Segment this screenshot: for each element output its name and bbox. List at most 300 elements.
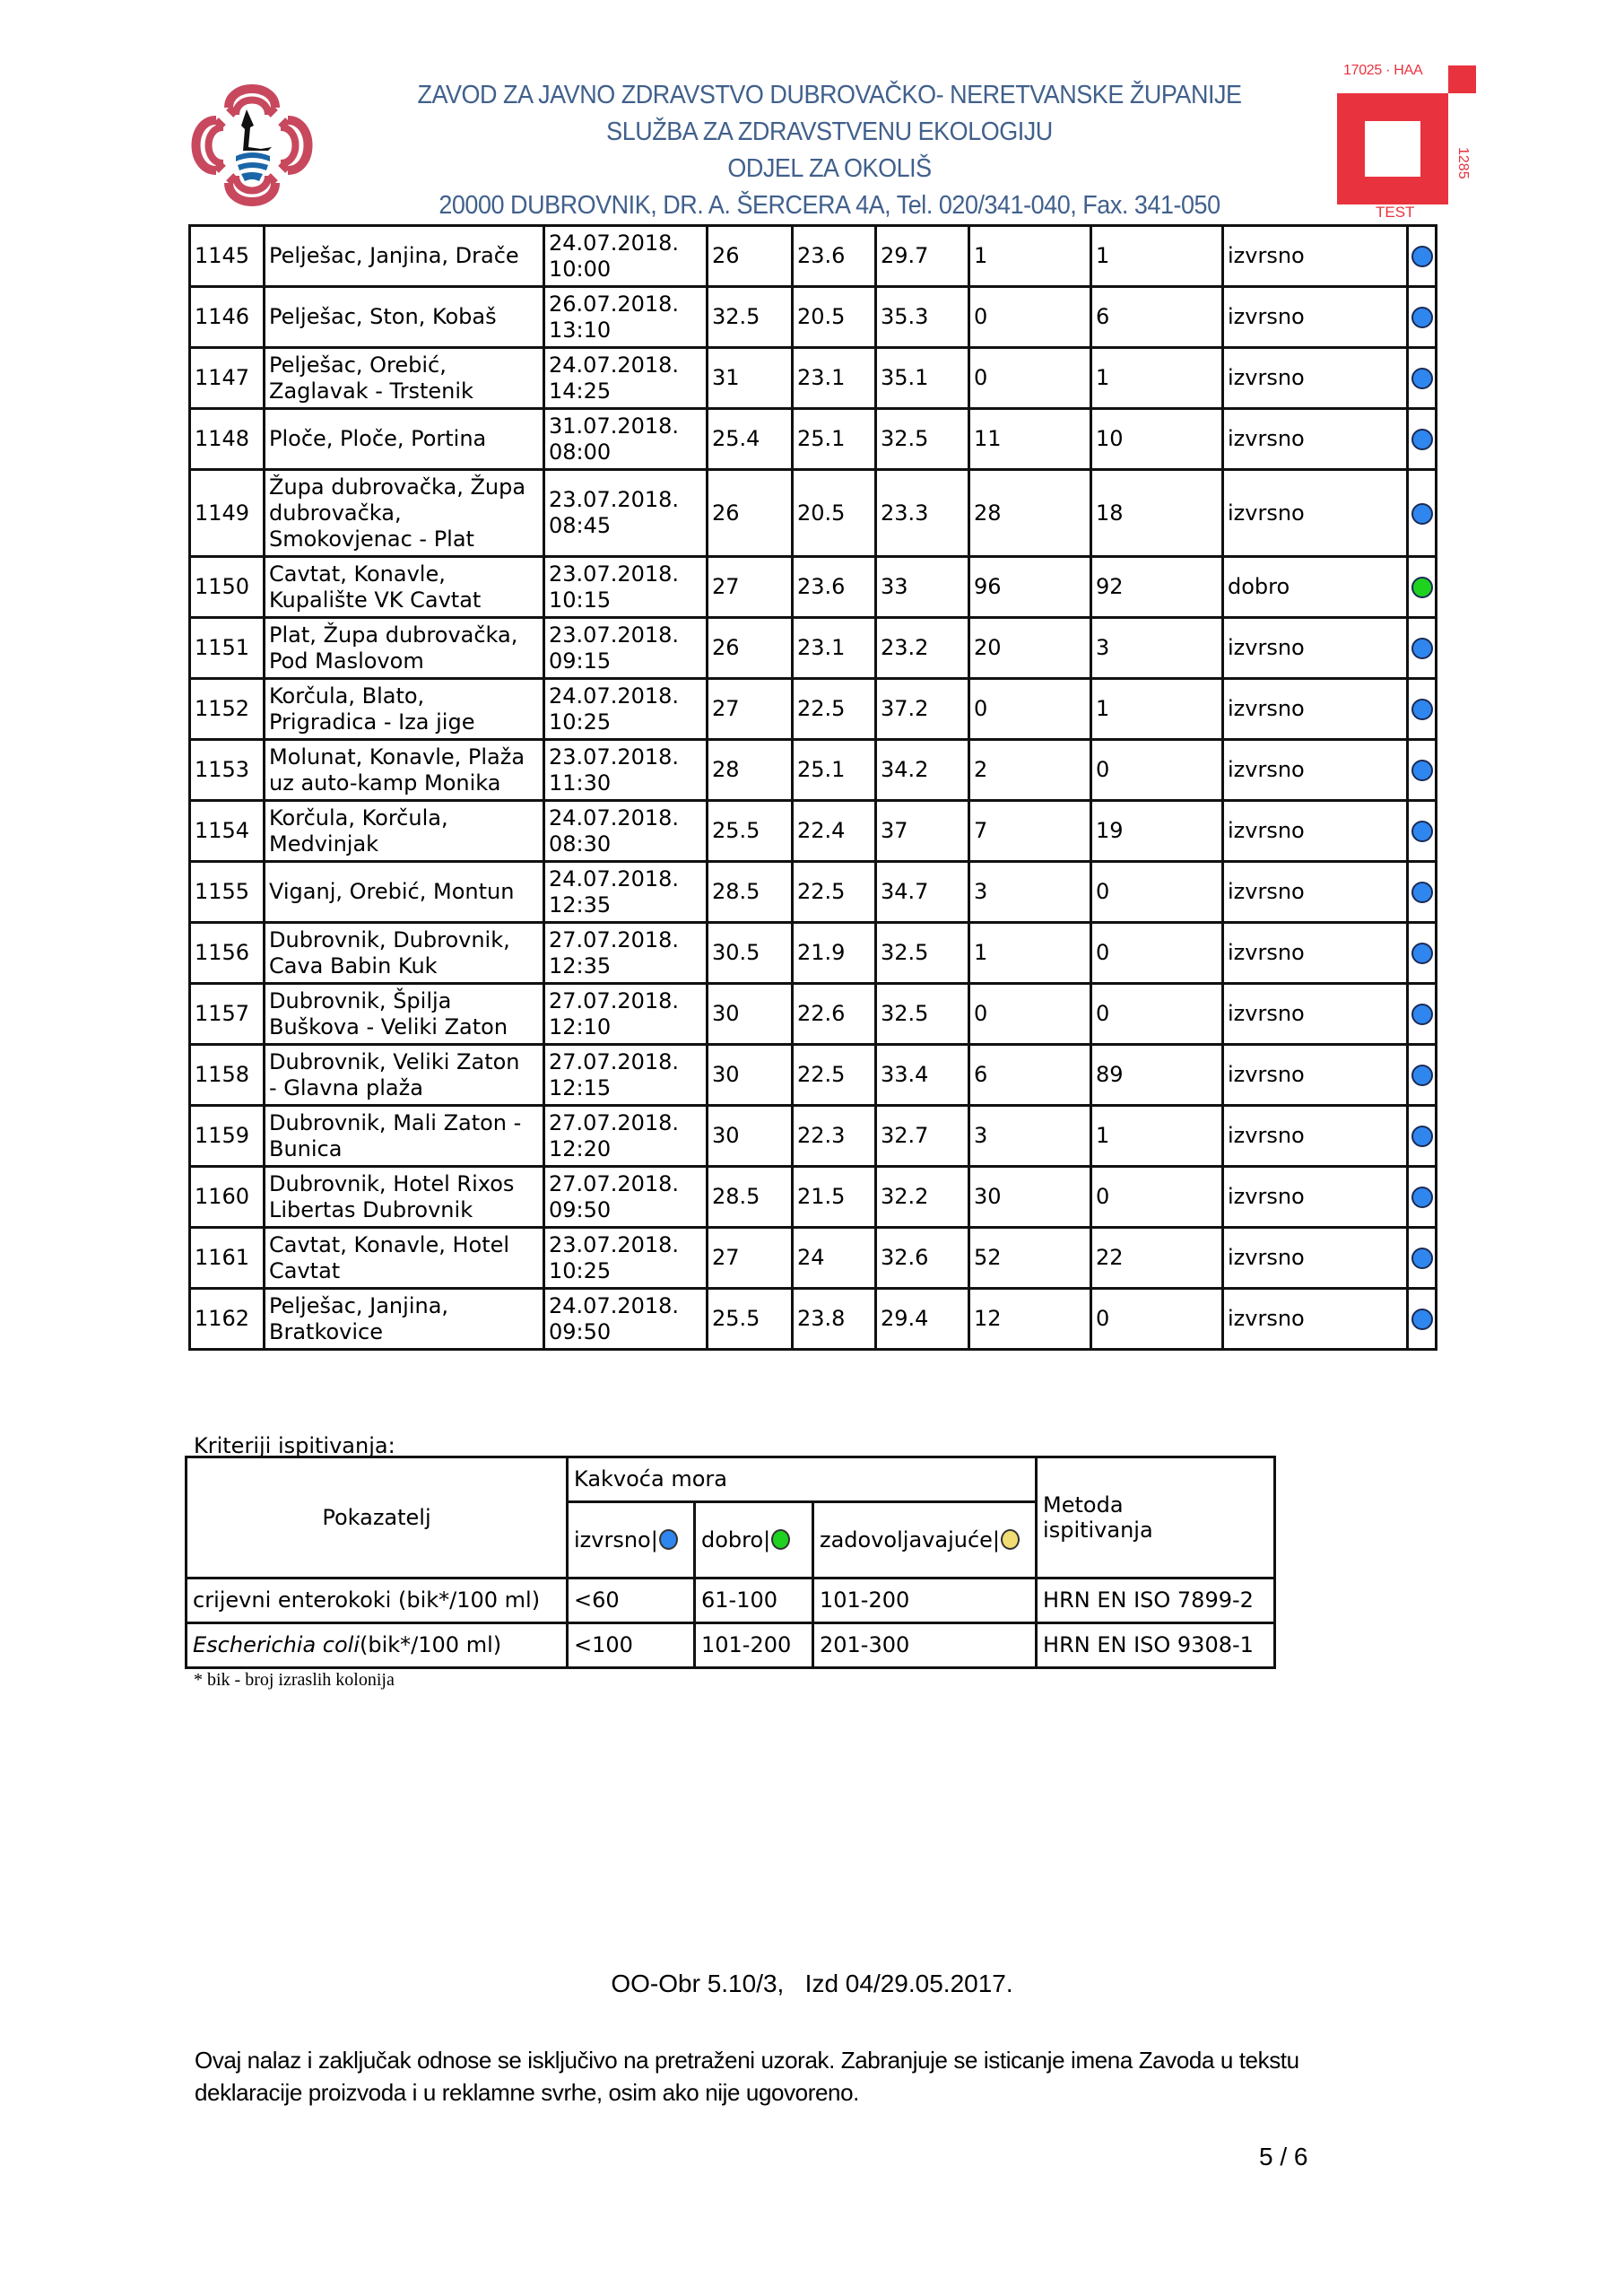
sample-datetime [544, 618, 708, 679]
status-cell [1408, 470, 1437, 557]
sample-id [190, 409, 265, 470]
location-line: Pelješac, Orebić, [269, 352, 447, 378]
status-cell [1408, 1106, 1437, 1167]
sample-id [190, 618, 265, 679]
status-cell [1408, 557, 1437, 618]
sample-datetime [544, 409, 708, 470]
rating [1223, 470, 1408, 557]
value-text: 23.2 [881, 635, 929, 660]
value-text: 27 [712, 1245, 740, 1270]
status-dot-icon [1411, 368, 1433, 389]
table-row [190, 984, 1437, 1045]
value-3 [876, 1228, 969, 1289]
status-cell [1408, 862, 1437, 923]
institute-name: ZAVOD ZA JAVNO ZDRAVSTVO DUBROVAČKO- NERETVANSKE ŽUPANIJE [417, 81, 1242, 109]
form-code: OO-Obr 5.10/3, Izd 04/29.05.2017. [611, 1970, 1013, 1997]
rating-text: izvrsno [1228, 1245, 1305, 1270]
value-5 [1091, 679, 1223, 740]
table-row [190, 801, 1437, 862]
value-text: 24 [797, 1245, 825, 1270]
sample-date: 24.07.2018. [549, 230, 680, 256]
location-line: Cavtat, Konavle, Hotel [269, 1231, 510, 1257]
sample-datetime [544, 801, 708, 862]
value-1 [708, 348, 793, 409]
value-1 [708, 1045, 793, 1106]
value-3 [876, 409, 969, 470]
sample-id-text: 1154 [195, 818, 250, 843]
sample-date: 24.07.2018. [549, 352, 680, 378]
value-1 [708, 862, 793, 923]
quality-level-0 [568, 1502, 695, 1578]
badge-small-square [1448, 65, 1476, 93]
indicator-text: (bik*/100 ml) [360, 1632, 502, 1657]
value-text: 2 [974, 757, 988, 782]
location-line: Cavtat [269, 1257, 341, 1283]
criteria-header-method-line2: ispitivanja [1043, 1518, 1153, 1543]
location-line: uz auto-kamp Monika [269, 770, 501, 796]
status-cell [1408, 1289, 1437, 1350]
value-text: 28 [974, 500, 1002, 526]
rating-text: izvrsno [1228, 696, 1305, 721]
sample-datetime [544, 470, 708, 557]
sample-id [190, 1167, 265, 1228]
location-line: Plat, Župa dubrovačka, [269, 622, 518, 648]
value-1 [708, 984, 793, 1045]
table-row [190, 1167, 1437, 1228]
sample-location [265, 801, 544, 862]
rating [1223, 1167, 1408, 1228]
status-dot-icon [1411, 1065, 1433, 1086]
value-4 [969, 1289, 1091, 1350]
value-text: 1 [1096, 365, 1110, 390]
sample-location [265, 984, 544, 1045]
location-line: Molunat, Konavle, Plaža [269, 744, 525, 770]
value-2 [793, 1106, 876, 1167]
institute-logo [182, 74, 322, 217]
value-text: 32.7 [881, 1123, 929, 1148]
sample-id-text: 1156 [195, 940, 250, 965]
method-text: HRN EN ISO 7899-2 [1043, 1587, 1254, 1613]
sample-location [265, 618, 544, 679]
sample-date: 31.07.2018. [549, 413, 680, 439]
value-text: 28.5 [712, 1184, 760, 1209]
value-4 [969, 1167, 1091, 1228]
indicator-text: crijevni enterokoki (bik*/100 ml) [193, 1587, 541, 1613]
sample-time: 13:10 [549, 317, 612, 343]
sample-date: 27.07.2018. [549, 1048, 680, 1074]
criteria-method [1037, 1623, 1275, 1668]
status-dot-icon [1411, 760, 1433, 781]
rating [1223, 348, 1408, 409]
sample-location [265, 470, 544, 557]
location-line: Zaglavak - Trstenik [269, 378, 473, 404]
criteria-indicator [187, 1578, 568, 1623]
quality-level-label: zadovoljavajuće| [820, 1526, 1000, 1552]
rating [1223, 740, 1408, 801]
status-dot-icon [1411, 577, 1433, 598]
sample-id [190, 1228, 265, 1289]
criteria-threshold [568, 1623, 695, 1668]
value-text: 32.6 [881, 1245, 929, 1270]
status-cell [1408, 1045, 1437, 1106]
rating-text: izvrsno [1228, 635, 1305, 660]
value-text: 22.5 [797, 696, 846, 721]
value-text: 37 [881, 818, 908, 843]
value-3 [876, 1106, 969, 1167]
sample-time: 10:25 [549, 709, 612, 735]
location-line: Kupalište VK Cavtat [269, 587, 482, 613]
status-dot-icon [1411, 503, 1433, 525]
status-cell [1408, 801, 1437, 862]
quality-dot-icon [659, 1529, 678, 1550]
value-1 [708, 557, 793, 618]
sample-datetime [544, 1228, 708, 1289]
value-text: 25.1 [797, 757, 846, 782]
value-3 [876, 1167, 969, 1228]
criteria-header-indicator: Pokazatelj [187, 1457, 568, 1578]
value-text: 1 [1096, 243, 1110, 268]
value-5 [1091, 862, 1223, 923]
value-1 [708, 740, 793, 801]
sample-id [190, 740, 265, 801]
institute-address: 20000 DUBROVNIK, DR. A. ŠERCERA 4A, Tel. 020/341-040, Fax. 341-050 [439, 191, 1220, 220]
sample-datetime [544, 740, 708, 801]
sample-location [265, 679, 544, 740]
value-4 [969, 679, 1091, 740]
sample-date: 23.07.2018. [549, 561, 680, 587]
value-text: 20.5 [797, 304, 846, 329]
rating [1223, 1045, 1408, 1106]
status-cell [1408, 348, 1437, 409]
value-text: 92 [1096, 574, 1124, 599]
value-5 [1091, 618, 1223, 679]
value-text: 1 [1096, 1123, 1110, 1148]
value-5 [1091, 470, 1223, 557]
value-3 [876, 923, 969, 984]
sample-time: 14:25 [549, 378, 612, 404]
threshold-text: 101-200 [701, 1632, 792, 1657]
sample-date: 24.07.2018. [549, 1292, 680, 1318]
value-text: 22.4 [797, 818, 846, 843]
threshold-text: 61-100 [701, 1587, 778, 1613]
value-4 [969, 409, 1091, 470]
value-1 [708, 409, 793, 470]
value-text: 23.1 [797, 635, 846, 660]
status-cell [1408, 679, 1437, 740]
status-dot-icon [1411, 429, 1433, 450]
rating [1223, 557, 1408, 618]
value-text: 0 [1096, 1306, 1110, 1331]
value-text: 0 [1096, 757, 1110, 782]
sample-id [190, 1106, 265, 1167]
value-text: 27 [712, 696, 740, 721]
table-row [190, 862, 1437, 923]
sample-date: 23.07.2018. [549, 487, 680, 512]
location-line: Ploče, Ploče, Portina [269, 426, 487, 451]
sample-location [265, 1228, 544, 1289]
location-line: Dubrovnik, Veliki Zaton [269, 1048, 520, 1074]
rating [1223, 618, 1408, 679]
location-line: Buškova - Veliki Zaton [269, 1013, 508, 1039]
rating-text: izvrsno [1228, 940, 1305, 965]
sample-id [190, 679, 265, 740]
rating-text: dobro [1228, 574, 1290, 599]
rating [1223, 862, 1408, 923]
disclaimer-line-1: Ovaj nalaz i zaključak odnose se isključivo na pretraženi uzorak. Zabranjuje se isticanje imena Zavoda u tekstu [195, 2047, 1299, 2074]
value-text: 22.5 [797, 1062, 846, 1087]
rating-text: izvrsno [1228, 1184, 1305, 1209]
value-text: 21.5 [797, 1184, 846, 1209]
quality-level-label: izvrsno| [574, 1526, 658, 1552]
rating-text: izvrsno [1228, 818, 1305, 843]
value-text: 29.4 [881, 1306, 929, 1331]
sample-id-text: 1146 [195, 304, 250, 329]
status-dot-icon [1411, 1004, 1433, 1025]
table-row [190, 1106, 1437, 1167]
table-row [190, 287, 1437, 348]
sample-location [265, 1045, 544, 1106]
value-text: 23.8 [797, 1306, 846, 1331]
rating [1223, 1228, 1408, 1289]
sample-datetime [544, 557, 708, 618]
value-5 [1091, 1167, 1223, 1228]
value-2 [793, 409, 876, 470]
rating-text: izvrsno [1228, 500, 1305, 526]
value-text: 29.7 [881, 243, 929, 268]
sample-date: 23.07.2018. [549, 744, 680, 770]
criteria-method [1037, 1578, 1275, 1623]
sample-datetime [544, 1167, 708, 1228]
sample-location [265, 1106, 544, 1167]
value-text: 25.1 [797, 426, 846, 451]
value-text: 22.5 [797, 879, 846, 904]
sample-location [265, 1167, 544, 1228]
results-table [188, 224, 1437, 1351]
badge-square [1337, 93, 1448, 204]
value-5 [1091, 287, 1223, 348]
sample-time: 12:35 [549, 952, 612, 978]
value-5 [1091, 557, 1223, 618]
value-text: 33 [881, 574, 908, 599]
sample-id [190, 226, 265, 287]
value-5 [1091, 1289, 1223, 1350]
value-text: 20 [974, 635, 1002, 660]
sample-date: 23.07.2018. [549, 622, 680, 648]
value-2 [793, 470, 876, 557]
location-line: Pelješac, Janjina, [269, 1292, 449, 1318]
status-cell [1408, 923, 1437, 984]
sample-date: 24.07.2018. [549, 865, 680, 891]
table-row [190, 1228, 1437, 1289]
disclaimer [195, 2044, 1468, 2109]
table-row [190, 679, 1437, 740]
value-text: 0 [974, 304, 988, 329]
value-text: 22.6 [797, 1001, 846, 1026]
value-1 [708, 287, 793, 348]
sample-datetime [544, 1045, 708, 1106]
sample-id [190, 287, 265, 348]
value-text: 10 [1096, 426, 1124, 451]
sample-datetime [544, 679, 708, 740]
sample-date: 24.07.2018. [549, 804, 680, 831]
value-text: 35.1 [881, 365, 929, 390]
table-row [190, 470, 1437, 557]
status-dot-icon [1411, 1309, 1433, 1330]
rating [1223, 801, 1408, 862]
sample-time: 11:30 [549, 770, 612, 796]
value-4 [969, 801, 1091, 862]
value-3 [876, 740, 969, 801]
badge-number: 1285 [1455, 147, 1471, 179]
status-dot-icon [1411, 638, 1433, 659]
sample-id [190, 984, 265, 1045]
value-text: 23.3 [881, 500, 929, 526]
sample-id-text: 1145 [195, 243, 250, 268]
value-3 [876, 348, 969, 409]
rating-text: izvrsno [1228, 304, 1305, 329]
sample-location [265, 862, 544, 923]
value-text: 23.6 [797, 243, 846, 268]
value-text: 30 [712, 1123, 740, 1148]
value-3 [876, 287, 969, 348]
table-row [190, 226, 1437, 287]
value-text: 32.5 [881, 940, 929, 965]
rating [1223, 679, 1408, 740]
location-line: Medvinjak [269, 831, 379, 857]
table-row [190, 923, 1437, 984]
sample-datetime [544, 923, 708, 984]
value-text: 0 [974, 696, 988, 721]
sample-time: 08:00 [549, 439, 612, 465]
criteria-header-method [1037, 1457, 1275, 1578]
sample-id-text: 1162 [195, 1306, 250, 1331]
value-2 [793, 801, 876, 862]
status-cell [1408, 287, 1437, 348]
sample-location [265, 409, 544, 470]
criteria-row [187, 1578, 1275, 1623]
sample-time: 09:50 [549, 1318, 612, 1344]
value-text: 18 [1096, 500, 1124, 526]
value-text: 0 [1096, 879, 1110, 904]
value-3 [876, 862, 969, 923]
value-2 [793, 1228, 876, 1289]
value-text: 28.5 [712, 879, 760, 904]
status-cell [1408, 1228, 1437, 1289]
value-4 [969, 470, 1091, 557]
value-2 [793, 226, 876, 287]
value-text: 32.5 [881, 1001, 929, 1026]
value-4 [969, 226, 1091, 287]
criteria-threshold [695, 1623, 813, 1668]
value-text: 1 [974, 940, 988, 965]
sample-id [190, 1045, 265, 1106]
sample-id-text: 1148 [195, 426, 250, 451]
value-text: 32.5 [881, 426, 929, 451]
value-text: 22 [1096, 1245, 1124, 1270]
location-line: Cava Babin Kuk [269, 952, 438, 978]
sample-time: 09:50 [549, 1196, 612, 1222]
sample-id-text: 1152 [195, 696, 250, 721]
criteria-row [187, 1623, 1275, 1668]
value-text: 3 [974, 1123, 988, 1148]
value-2 [793, 679, 876, 740]
location-line: Korčula, Korčula, [269, 804, 448, 831]
value-5 [1091, 409, 1223, 470]
sample-datetime [544, 1106, 708, 1167]
rating [1223, 409, 1408, 470]
value-text: 37.2 [881, 696, 929, 721]
value-5 [1091, 923, 1223, 984]
disclaimer-line-2: deklaracije proizvoda i u reklamne svrhe, osim ako nije ugovoreno. [195, 2079, 859, 2106]
sample-location [265, 1289, 544, 1350]
value-3 [876, 1045, 969, 1106]
accreditation-badge [1334, 57, 1496, 228]
value-text: 22.3 [797, 1123, 846, 1148]
value-5 [1091, 348, 1223, 409]
value-text: 30 [712, 1062, 740, 1087]
value-text: 21.9 [797, 940, 846, 965]
value-5 [1091, 226, 1223, 287]
sample-id [190, 470, 265, 557]
rating-text: izvrsno [1228, 757, 1305, 782]
sample-date: 27.07.2018. [549, 926, 680, 952]
value-text: 32.2 [881, 1184, 929, 1209]
value-1 [708, 801, 793, 862]
value-2 [793, 557, 876, 618]
value-text: 0 [1096, 1184, 1110, 1209]
value-text: 52 [974, 1245, 1002, 1270]
location-line: Dubrovnik, Mali Zaton - [269, 1109, 522, 1135]
value-text: 30 [712, 1001, 740, 1026]
value-2 [793, 984, 876, 1045]
value-text: 32.5 [712, 304, 760, 329]
sample-id-text: 1150 [195, 574, 250, 599]
value-text: 34.7 [881, 879, 929, 904]
sample-location [265, 923, 544, 984]
sample-time: 12:35 [549, 891, 612, 918]
threshold-text: <100 [574, 1632, 633, 1657]
value-4 [969, 1228, 1091, 1289]
rating-text: izvrsno [1228, 879, 1305, 904]
sample-id [190, 348, 265, 409]
value-text: 6 [1096, 304, 1110, 329]
department-name: ODJEL ZA OKOLIŠ [727, 154, 932, 183]
location-line: Dubrovnik, Dubrovnik, [269, 926, 510, 952]
sample-date: 27.07.2018. [549, 1170, 680, 1196]
value-text: 30 [974, 1184, 1002, 1209]
status-dot-icon [1411, 821, 1433, 842]
quality-level-label: dobro| [701, 1526, 771, 1552]
sample-id-text: 1157 [195, 1001, 250, 1026]
value-4 [969, 557, 1091, 618]
location-line: Bunica [269, 1135, 343, 1161]
value-3 [876, 1289, 969, 1350]
sample-id-text: 1149 [195, 500, 250, 526]
location-line: Korčula, Blato, [269, 683, 425, 709]
sample-location [265, 740, 544, 801]
value-2 [793, 1045, 876, 1106]
table-row [190, 740, 1437, 801]
criteria-threshold [813, 1578, 1037, 1623]
quality-level-1 [695, 1502, 813, 1578]
sample-id [190, 801, 265, 862]
service-name: SLUŽBA ZA ZDRAVSTVENU EKOLOGIJU [606, 117, 1053, 146]
value-3 [876, 801, 969, 862]
value-text: 3 [1096, 635, 1110, 660]
value-text: 12 [974, 1306, 1002, 1331]
value-text: 31 [712, 365, 740, 390]
sample-date: 26.07.2018. [549, 291, 680, 317]
